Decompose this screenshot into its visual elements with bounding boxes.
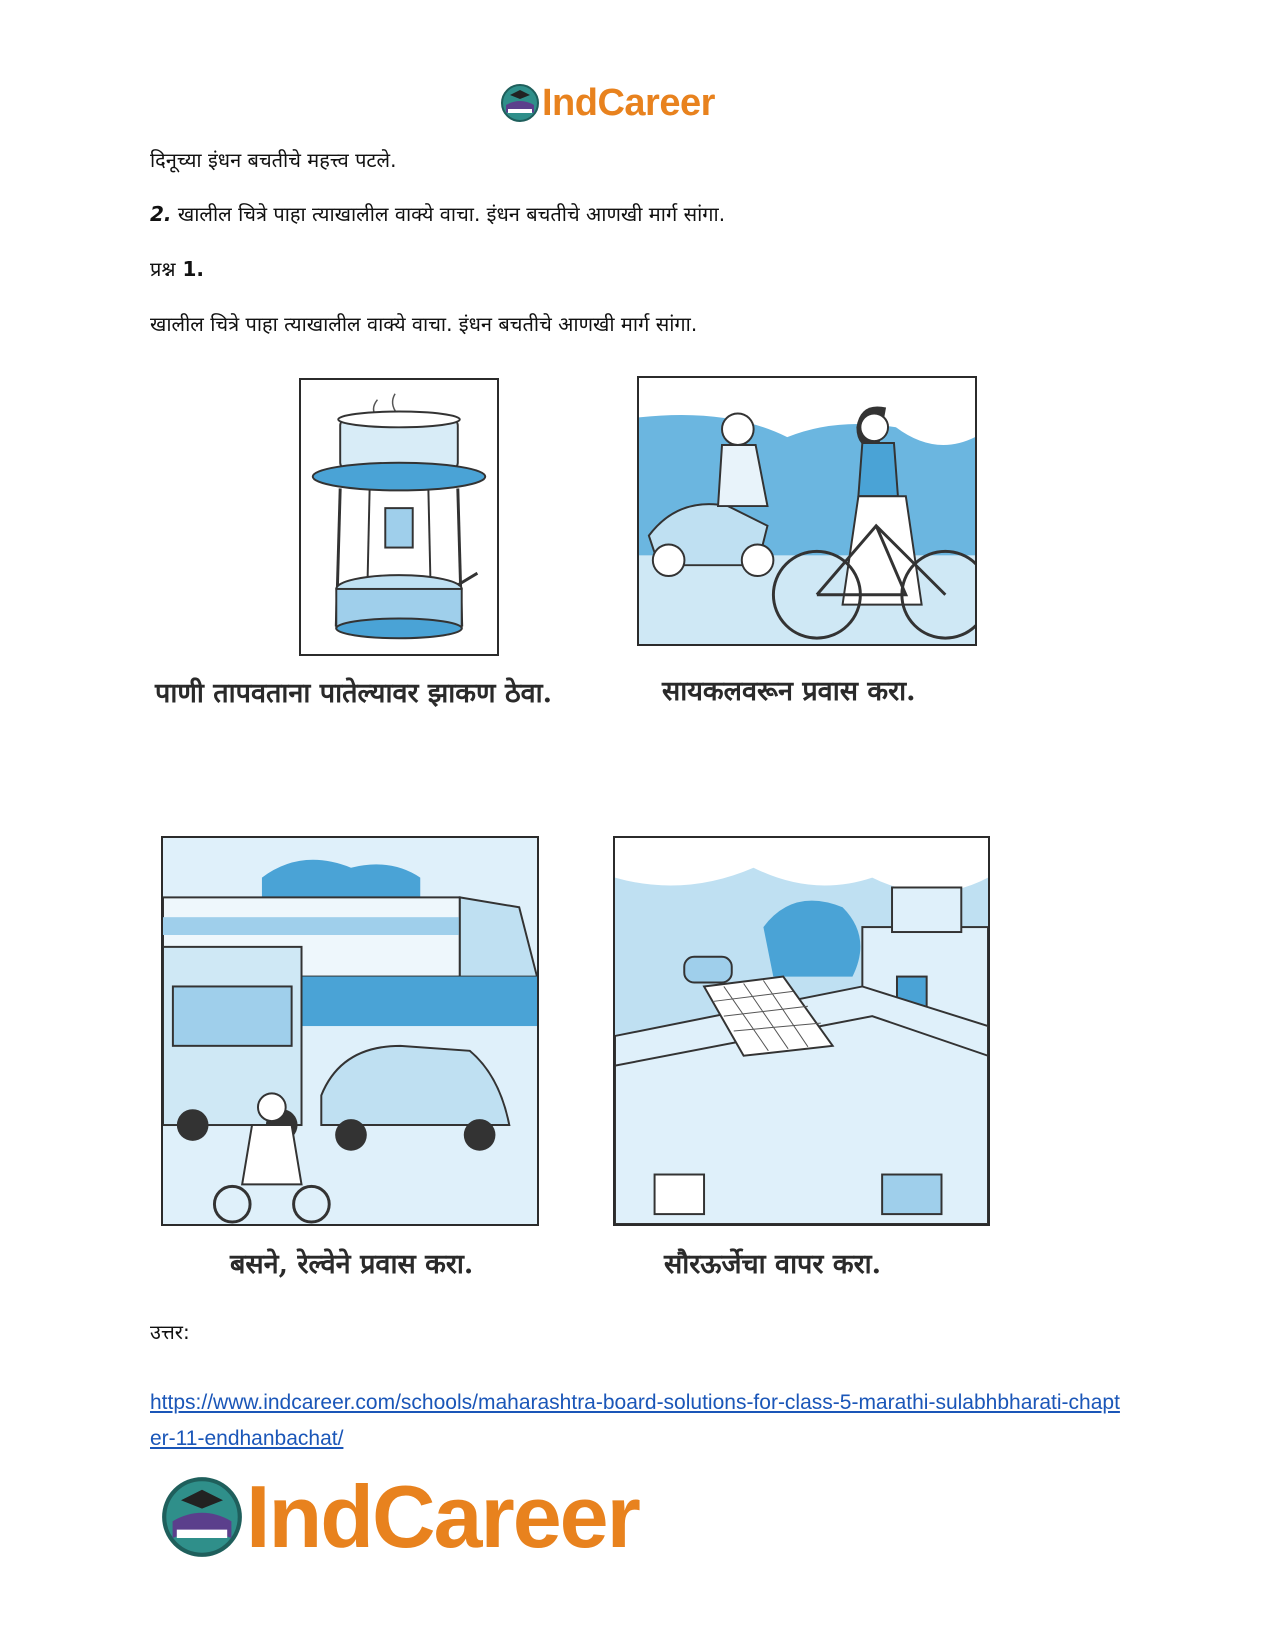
bus-train-illustration: [161, 836, 539, 1226]
logo-text: IndCareer: [246, 1467, 639, 1566]
intro-line: दिनूच्या इंधन बचतीचे महत्त्व पटले.: [150, 148, 397, 172]
globe-book-icon: [500, 83, 540, 123]
prashna-label: प्रश्न: [150, 257, 176, 281]
answer-label: उत्तर:: [150, 1320, 190, 1344]
stove-pot-illustration: [299, 378, 499, 656]
prashna-heading: [150, 255, 204, 283]
question-number: 2.: [150, 202, 172, 226]
question-text: खालील चित्रे पाहा त्याखालील वाक्ये वाचा. इंधन बचतीचे आणखी मार्ग सांगा.: [171, 202, 726, 226]
logo-text: IndCareer: [542, 82, 715, 124]
bicycle-scooter-illustration: [637, 376, 977, 646]
globe-book-icon: [160, 1475, 244, 1559]
prashna-number: 1.: [175, 257, 205, 281]
indcareer-logo-bottom: [160, 1467, 639, 1566]
caption-solar: सौरऊर्जेचा वापर करा.: [664, 1249, 882, 1280]
instruction-line: खालील चित्रे पाहा त्याखालील वाक्ये वाचा. इंधन बचतीचे आणखी मार्ग सांगा.: [150, 312, 698, 336]
solution-link[interactable]: https://www.indcareer.com/schools/maharashtra-board-solutions-for-class-5-marathi-sulabhbharati-chapter-11-endhanbachat/: [150, 1391, 1120, 1450]
solar-heater-illustration: [613, 836, 990, 1226]
question-line: [150, 200, 725, 228]
caption-stove: पाणी तापवताना पातेल्यावर झाकण ठेवा.: [155, 678, 553, 709]
indcareer-logo-top: [500, 78, 715, 128]
caption-bus-train: बसने, रेल्वेने प्रवास करा.: [230, 1249, 474, 1280]
caption-bicycle: सायकलवरून प्रवास करा.: [662, 676, 916, 707]
